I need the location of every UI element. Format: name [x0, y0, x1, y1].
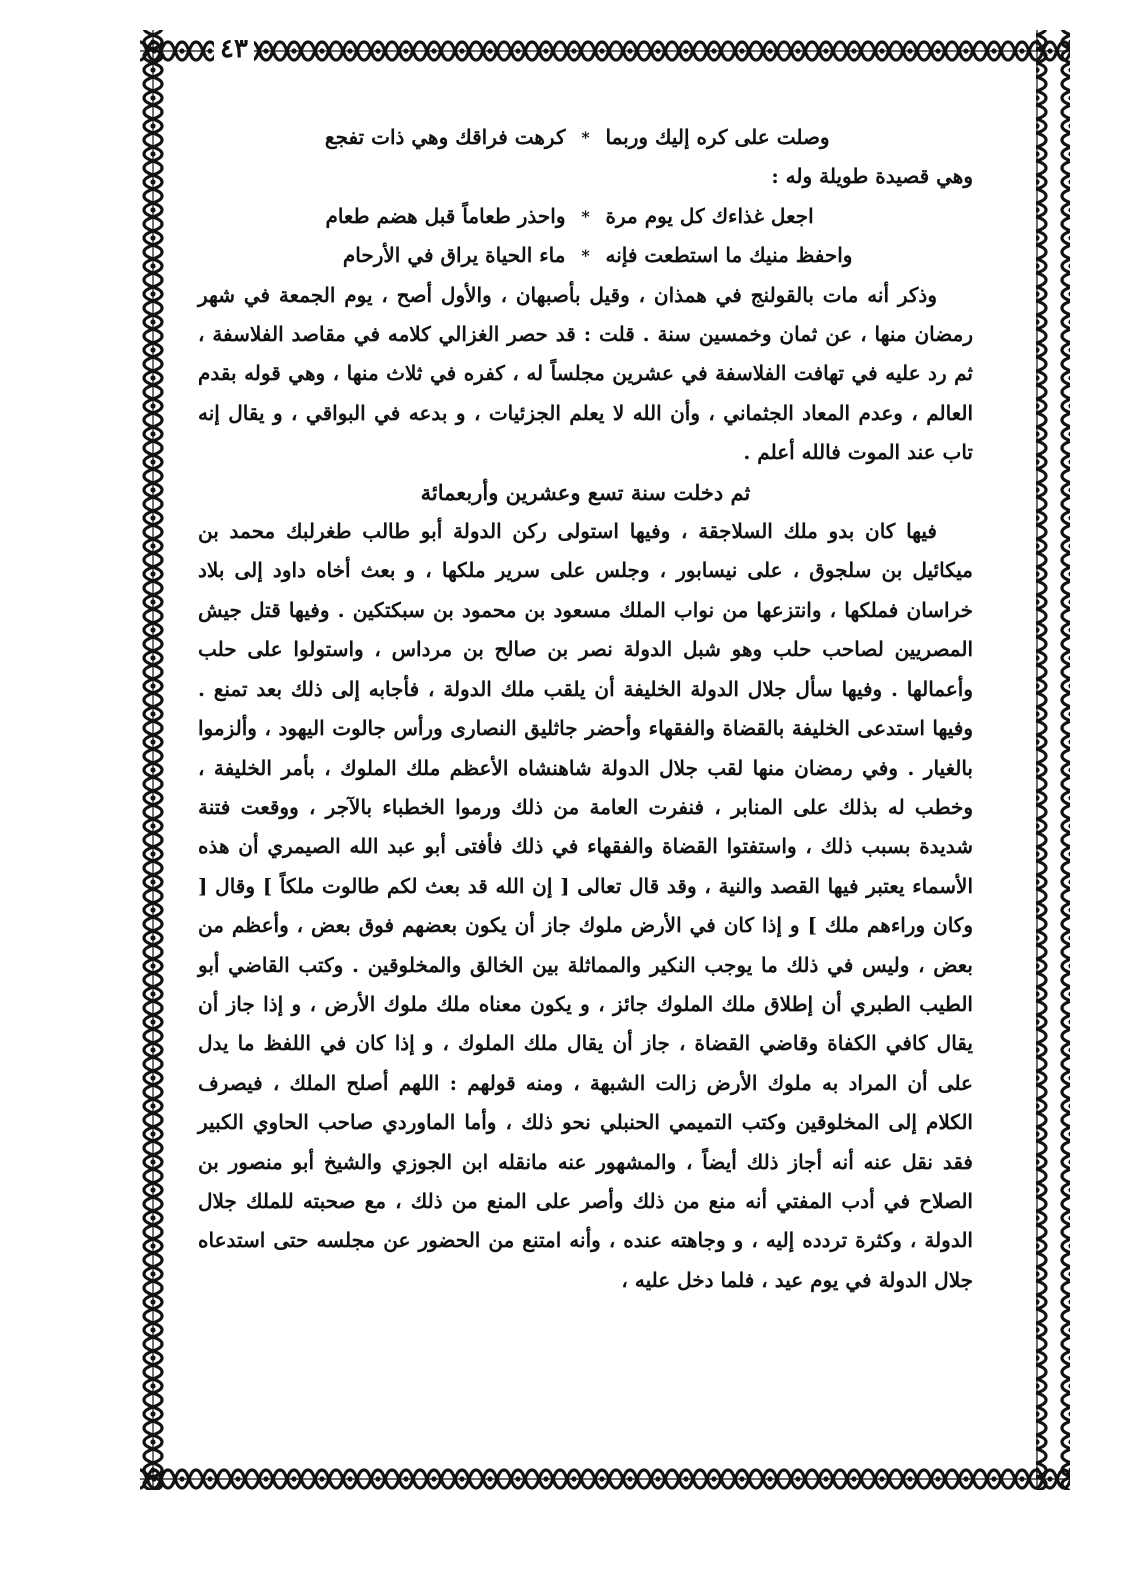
- section-heading-year-429: ثم دخلت سنة تسع وعشرين وأربعمائة: [420, 479, 751, 505]
- verse-separator: *: [581, 128, 590, 147]
- verse-separator: *: [581, 206, 590, 226]
- hemistich-second: كرهت فراقك وهي ذات تفجع: [324, 125, 566, 149]
- border-bottom: [140, 1456, 1070, 1490]
- hemistich-first: وصلت على كره إليك وربما: [605, 125, 830, 149]
- paragraph-events-of-year: فيها كان بدو ملك السلاجقة ، وفيها استولى ركن الدولة أبو طالب طغرلبك محمد بن ميكائيل بن سلجوق ، على نيسابور ، وجلس على سرير ملكها ، و بعث أخاه داود إلى بلاد خراسان فملكها ، وانتزعها من نواب الملك مسعود بن محمود بن سبكتكين . وفيها قتل جيش المصريين لصاحب حلب وهو شبل الدولة نصر بن صالح بن مرداس ، واستولوا على حلب وأعمالها . وفيها سأل جلال الدولة الخليفة أن يلقب ملك الدولة ، فأجابه إلى ذلك بعد تمنع . وفيها استدعى الخليفة بالقضاة والفقهاء وأحضر جاثليق النصارى ورأس جالوت اليهود ، وألزموا بالغيار . وفي رمضان منها لقب جلال الدولة شاهنشاه الأعظم ملك الملوك ، بأمر الخليفة ، وخطب له بذلك على المنابر ، فنفرت العامة من ذلك ورموا الخطباء بالآجر ، ووقعت فتنة شديدة بسبب ذلك ، واستفتوا القضاة والفقهاء في ذلك فأفتى أبو عبد الله الصيمري أن هذه الأسماء يعتبر فيها القصد والنية ، وقد قال تعالى [ إن الله قد بعث لكم طالوت ملكاً ] وقال [ وكان وراءهم ملك ] و إذا كان في الأرض ملوك جاز أن يكون بعضهم فوق بعض ، وأعظم من بعض ، وليس في ذلك ما يوجب النكير والمماثلة بين الخالق والمخلوقين . وكتب القاضي أبو الطيب الطبري أن إطلاق ملك الملوك جائز ، و يكون معناه ملك ملوك الأرض ، و إذا جاز أن يقال كافي الكفاة وقاضي القضاة ، جاز أن يقال ملك الملوك ، و إذا كان في اللفظ ما يدل على أن المراد به ملوك الأرض زالت الشبهة ، ومنه قولهم : اللهم أصلح الملك ، فيصرف الكلام إلى المخلوقين وكتب التميمي الحنبلي نحو ذلك ، وأما الماوردي صاحب الحاوي الكبير فقد نقل عنه أنه أجاز ذلك أيضاً ، والمشهور عنه مانقله ابن الجوزي والشيخ أبو منصور بن الصلاح في أدب المفتي أنه منع من ذلك وأصر على المنع من ذلك ، مع صحبته للملك جلال الدولة ، وكثرة تردده إليه ، و وجاهته عنده ، وأنه امتنع من الحضور عن مجلسه حتى استدعاه جلال الدولة في يوم عيد ، فلما دخل عليه ،: [198, 519, 974, 1292]
- border-top: [140, 30, 1070, 64]
- verse-separator: *: [581, 246, 590, 266]
- hemistich-second: واحذر طعاماً قبل هضم طعام: [325, 203, 566, 228]
- poem-verse-1: [198, 118, 973, 157]
- poem-verse-3: [198, 236, 973, 275]
- hemistich-first: واحفظ منيك ما استطعت فإنه: [605, 243, 853, 268]
- hemistich-second: ماء الحياة يراق في الأرحام: [342, 243, 566, 268]
- border-right: [1036, 30, 1070, 1490]
- poem-intro: وهي قصيدة طويلة وله :: [771, 164, 973, 189]
- text-block: [198, 118, 973, 1300]
- poem-verse-2: [198, 197, 973, 236]
- hemistich-first: اجعل غذاءك كل يوم مرة: [605, 203, 814, 228]
- border-left: [140, 30, 174, 1490]
- page-number: ٤٣: [214, 34, 254, 64]
- paragraph-death-of-author: وذكر أنه مات بالقولنج في همذان ، وقيل بأصبهان ، والأول أصح ، يوم الجمعة في شهر رمضان منها ، عن ثمان وخمسين سنة . قلت : قد حصر الغزالي كلامه في مقاصد الفلاسفة ، ثم رد عليه في تهافت الفلاسفة في عشرين مجلساً له ، كفره في ثلاث منها ، وهي قوله بقدم العالم ، وعدم المعاد الجثماني ، وأن الله لا يعلم الجزئيات ، و بدعه في البواقي ، و يقال إنه تاب عند الموت فالله أعلم .: [198, 282, 973, 465]
